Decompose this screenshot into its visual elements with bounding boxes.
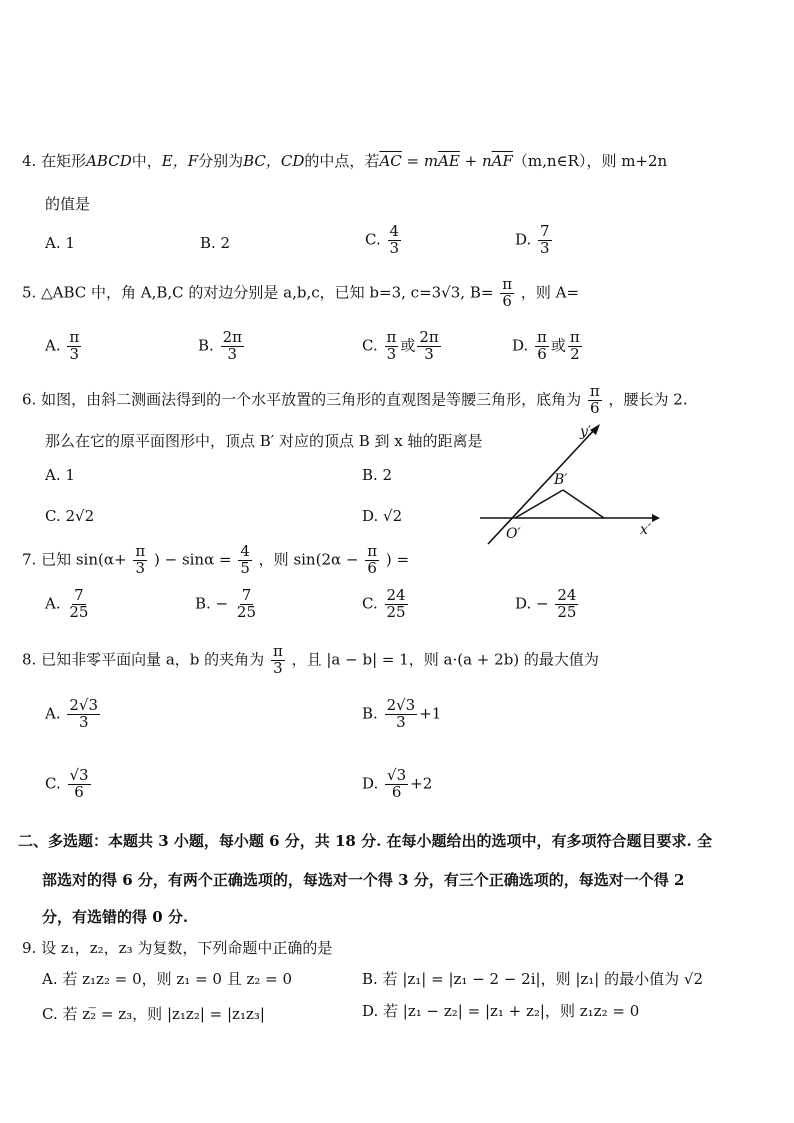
q5-bopt-frac [221,330,244,363]
q4-text-b: 中， [131,152,162,170]
q4-vec-ae: $\overline{AE}$ [438,152,460,170]
q7-option-b [195,588,260,621]
section2-line3: 分，有选错的得 0 分. [42,908,189,926]
q6-stem [22,384,688,417]
q8-c-den: 6 [74,782,84,801]
q7-a-frac [67,588,90,621]
fig-label-x: x′ [640,522,652,538]
q7-option-d [515,588,580,621]
q8-c-label: C. [45,774,61,793]
q5-option-b [198,330,246,363]
q9-option-d: D. 若 |z₁ − z₂| = |z₁ + z₂|，则 z₁z₂ = 0 [362,1002,640,1020]
q7-text-b: ) − sinα = [153,550,232,569]
q4-vec-ac: $\overline{AC}$ [379,152,402,170]
q5-b-den: 6 [502,291,512,310]
fig-label-o: O′ [506,526,521,542]
q5-a-label: A. [45,336,61,355]
q6-figure [470,418,670,548]
q4-stem-tail: 的值是 [45,195,91,213]
q5-d-label: D. [512,336,529,355]
q8-c-frac [68,768,91,801]
q8-a-num: 2√3 [69,696,99,714]
q6-angle-frac [588,384,602,417]
q5-c2-frac [417,330,440,363]
q7-d3: 6 [367,558,377,577]
q4-option-d [515,224,554,257]
q8-text-b: ，且 |a − b| = 1，则 a·(a + 2b) 的最大值为 [291,650,599,669]
q4-text-c: 分别为 [198,152,244,170]
q4-stem [22,150,667,171]
q4-option-b: B. 2 [200,234,231,252]
q4-vec-af: $\overline{AF}$ [491,152,513,170]
q7-text-c: ，则 sin(2α − [258,550,359,569]
triangle-side-left [515,490,563,518]
q6-stem-2: 那么在它的原平面图形中，顶点 B′ 对应的顶点 B 到 x 轴的距离是 [45,432,483,450]
q6-text-b: ，腰长为 2. [608,390,688,409]
q4-bc: BC，CD [243,152,305,170]
q7-text-a: 7. 已知 sin(α+ [22,550,127,569]
q8-option-b [362,698,441,731]
q5-c1-den: 3 [386,344,397,363]
q8-angle-frac [271,644,285,677]
q4-d-label: D. [515,230,532,249]
q5-d2-den: 2 [570,344,580,363]
q8-b-tail: +1 [419,704,442,723]
q8-b-den: 3 [396,712,406,731]
q6-option-b: B. 2 [362,466,393,484]
q7-b-den: 25 [236,602,257,621]
q7-a-num: 7 [74,586,84,604]
q9-stem: 9. 设 z₁，z₂，z₃ 为复数，下列命题中正确的是 [22,939,333,957]
q6-angle-num: π [589,382,600,400]
triangle-side-right [563,490,604,518]
q5-c2-num: 2π [419,328,439,346]
q5-text-a: 5. △ABC 中，角 A,B,C 的对边分别是 a,b,c，已知 b=3, c=3√3, B= [22,283,494,302]
q7-stem [22,544,409,577]
q5-c-or: 或 [400,336,416,355]
q7-n3: π [367,542,378,560]
q4-rect: ABCD [86,152,132,170]
q5-d1-num: π [537,328,547,346]
q5-d2-num: π [569,328,580,346]
q4-c-frac [388,224,402,257]
q5-d2-frac [568,330,582,363]
q8-d-tail: +2 [410,774,433,793]
q8-b-frac [385,698,418,731]
q7-frac-1 [133,544,147,577]
q6-option-a: A. 1 [45,466,75,484]
q4-c-label: C. [365,230,381,249]
q8-a-frac [67,698,100,731]
q5-option-d [512,330,584,363]
q7-c-den: 25 [386,602,406,621]
q5-option-a [45,330,83,363]
q4-d-num: 7 [540,222,550,240]
q4-option-a: A. 1 [45,234,75,252]
q7-n2: 4 [240,542,250,560]
q4-option-c [365,224,403,257]
q7-option-a [45,588,92,621]
q4-c-num: 4 [389,222,400,240]
q8-d1: 3 [273,658,283,677]
q8-text-a: 8. 已知非零平面向量 a，b 的夹角为 [22,650,265,669]
q7-b-label: B. − [195,594,229,613]
section2-line1: 二、多选题：本题共 3 小题，每小题 6 分，共 18 分. 在每小题给出的选项中，有多项符合题目要求. 全 [18,832,712,850]
q7-a-den: 25 [69,602,89,621]
q7-d2: 5 [240,558,250,577]
q5-bopt-den: 3 [227,344,238,363]
section2-line2: 部选对的得 6 分，有两个正确选项的，每选对一个得 3 分，有三个正确选项的，每选对一个得 2 [42,871,685,889]
q5-d-or: 或 [550,336,566,355]
q8-option-d [362,768,432,801]
q5-option-c [362,330,443,363]
q7-frac-2 [238,544,252,577]
q5-a-den: 3 [69,344,80,363]
q7-n1: π [135,542,146,560]
q7-text-d: ) = [385,550,410,569]
q7-a-label: A. [45,594,61,613]
q5-c1-num: π [386,328,397,346]
q5-stem [22,277,579,310]
q8-n1: π [272,642,283,660]
q4-d-den: 3 [540,238,550,257]
q7-d1: 3 [135,558,146,577]
q5-c-label: C. [362,336,378,355]
q4-c-den: 3 [389,238,400,257]
q7-option-c [362,588,410,621]
q8-a-label: A. [45,704,61,723]
q8-option-a [45,698,102,731]
q5-a-frac [67,330,81,363]
fig-label-y: y′ [580,424,592,440]
q8-d-frac [385,768,408,801]
q4-text-a: 4. 在矩形 [22,152,87,170]
q7-c-num: 24 [386,586,406,604]
q6-angle-den: 6 [590,398,600,417]
q9-option-c: C. 若 z₂̅ = z₃，则 |z₁z₂| = |z₁z₃| [42,1005,265,1023]
q5-d1-den: 6 [537,344,547,363]
q4-ef: E，F [161,152,199,170]
q7-b-num: 7 [241,586,252,604]
q8-option-c [45,768,93,801]
q5-a-num: π [69,328,80,346]
q8-d-den: 6 [391,782,402,801]
q5-b-frac [500,277,514,310]
y-axis-line [488,428,596,544]
q7-c-label: C. [362,594,378,613]
q5-c1-frac [385,330,399,363]
x-axis-arrow-icon [652,514,660,522]
q6-option-c: C. 2√2 [45,507,95,525]
q8-a-den: 3 [78,712,89,731]
q4-eq-mid: = m [401,152,439,170]
q4-d-frac [538,224,552,257]
q5-bopt-label: B. [198,336,214,355]
q9-option-a: A. 若 z₁z₂ = 0，则 z₁ = 0 且 z₂ = 0 [42,970,293,988]
q4-eq-plus: + n [459,152,492,170]
q7-d-label: D. − [515,594,549,613]
q7-d-den: 25 [557,602,577,621]
q9-option-b: B. 若 |z₁| = |z₁ − 2 − 2i|，则 |z₁| 的最小值为 √2 [362,970,704,988]
q7-c-frac [385,588,408,621]
q5-bopt-num: 2π [222,328,242,346]
q6-text-a: 6. 如图，由斜二测画法得到的一个水平放置的三角形的直观图是等腰三角形，底角为 [22,390,582,409]
q8-b-num: 2√3 [386,696,416,714]
q8-stem [22,644,599,677]
q7-d-num: 24 [557,586,577,604]
q5-b-num: π [502,275,513,293]
q8-c-num: √3 [69,766,89,784]
q6-option-d: D. √2 [362,507,403,525]
fig-label-b: B′ [554,472,568,488]
q4-condition: （m,n∈R），则 m+2n [512,152,668,170]
q7-frac-3 [365,544,379,577]
q4-text-d: 的中点，若 [304,152,380,170]
q5-c2-den: 3 [424,344,434,363]
q5-d1-frac [535,330,549,363]
q7-b-frac [235,588,258,621]
q8-b-label: B. [362,704,378,723]
q5-text-b: ，则 A= [520,283,580,302]
q8-d-num: √3 [387,766,407,784]
q8-d-label: D. [362,774,379,793]
q7-d-frac [555,588,578,621]
